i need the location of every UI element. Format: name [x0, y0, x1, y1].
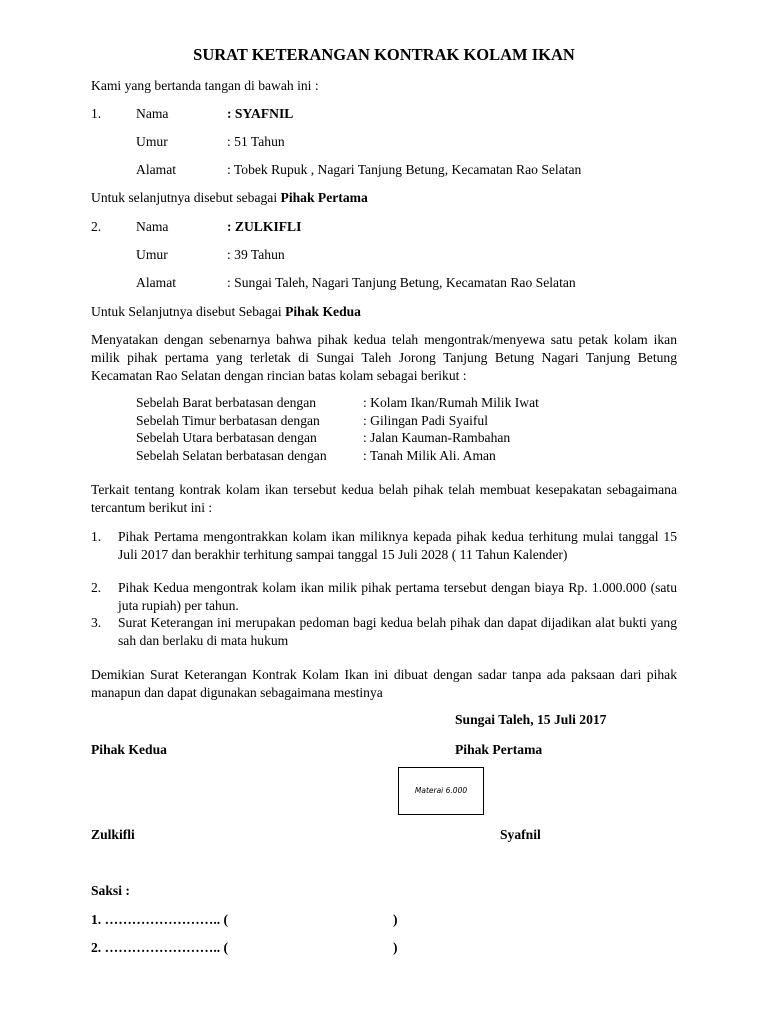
right-signatory-title: Pihak Pertama: [455, 742, 543, 757]
term-text: Pihak Kedua mengontrak kolam ikan milik pihak pertama tersebut dengan biaya Rp. 1.000.000 (satu juta rupiah) per tahun.: [118, 580, 677, 613]
term-number: 1.: [91, 529, 102, 544]
party2-age-label: Umur: [136, 247, 168, 262]
party2-name-label: Nama: [136, 219, 169, 234]
term-text: Surat Keterangan ini merupakan pedoman bagi kedua belah pihak dan dapat dijadikan alat bukti yang sah dan berlaku di mata hukum: [118, 615, 677, 648]
party2-age-value: : 39 Tahun: [227, 247, 285, 262]
closing-paragraph: Demikian Surat Keterangan Kontrak Kolam Ikan ini dibuat dengan sadar tanpa ada paksaan dari pihak manapun dan dapat digunakan sebagaimana mestinya: [91, 667, 677, 700]
document-title: SURAT KETERANGAN KONTRAK KOLAM IKAN: [193, 45, 575, 64]
statement-paragraph: Menyatakan dengan sebenarnya bahwa pihak kedua telah mengontrak/menyewa satu petak kolam ikan milik pihak pertama yang terletak di Sungai Taleh Jorong Tanjung Betung Nagari Tanjung Betung Kecamatan Rao Selatan dengan rincian batas kolam sebagai berikut :: [91, 332, 677, 383]
party1-name-label: Nama: [136, 106, 169, 121]
term-text: Pihak Pertama mengontrakkan kolam ikan miliknya kepada pihak kedua terhitung mulai tanggal 15 Juli 2017 dan berakhir terhitung sampai tanggal 15 Juli 2028 ( 11 Tahun Kalender): [118, 529, 677, 562]
party1-designation-bold: Pihak Pertama: [280, 190, 368, 205]
witness-title: Saksi :: [91, 883, 130, 898]
party1-age-label: Umur: [136, 134, 168, 149]
party2-address-value: : Sungai Taleh, Nagari Tanjung Betung, Kecamatan Rao Selatan: [227, 275, 576, 290]
boundary-value: : Kolam Ikan/Rumah Milik Iwat: [363, 395, 539, 410]
stamp-label: Materai 6.000: [414, 786, 468, 795]
party1-designation-prefix: Untuk selanjutnya disebut sebagai: [91, 190, 281, 205]
boundary-label: Sebelah Utara berbatasan dengan: [136, 430, 317, 445]
party2-number: 2.: [91, 219, 102, 234]
party1-address-label: Alamat: [136, 162, 177, 177]
intro-text: Kami yang bertanda tangan di bawah ini :: [91, 78, 319, 93]
term-number: 2.: [91, 580, 102, 595]
boundary-label: Sebelah Selatan berbatasan dengan: [136, 448, 327, 463]
witness-line-prefix: 1. …………………….. (: [91, 912, 229, 927]
right-signatory-name: Syafnil: [500, 827, 541, 842]
boundary-value: : Jalan Kauman-Rambahan: [363, 430, 511, 445]
witness-line-suffix: ): [393, 912, 398, 927]
boundary-value: : Tanah Milik Ali. Aman: [363, 448, 496, 463]
party2-designation-bold: Pihak Kedua: [285, 304, 361, 319]
party2-designation: [91, 303, 361, 321]
agreement-intro: Terkait tentang kontrak kolam ikan tersebut kedua belah pihak telah membuat kesepakatan sebagaimana tercantum berikut ini :: [91, 482, 677, 515]
party2-name-value: : ZULKIFLI: [227, 219, 302, 234]
left-signatory-title: Pihak Kedua: [91, 742, 167, 757]
boundary-label: Sebelah Timur berbatasan dengan: [136, 413, 320, 428]
party1-address-value: : Tobek Rupuk , Nagari Tanjung Betung, Kecamatan Rao Selatan: [227, 162, 582, 177]
witness-line-suffix: ): [393, 940, 398, 955]
stamp-box: [398, 767, 484, 815]
term-number: 3.: [91, 615, 102, 630]
party1-age-value: : 51 Tahun: [227, 134, 285, 149]
party2-designation-prefix: Untuk Selanjutnya disebut Sebagai: [91, 304, 286, 319]
boundary-label: Sebelah Barat berbatasan dengan: [136, 395, 317, 410]
boundary-value: : Gilingan Padi Syaiful: [363, 413, 488, 428]
witness-line-prefix: 2. …………………….. (: [91, 940, 229, 955]
party1-name-value: : SYAFNIL: [227, 106, 294, 121]
party1-designation: [91, 189, 368, 207]
party1-number: 1.: [91, 106, 102, 121]
party2-address-label: Alamat: [136, 275, 177, 290]
place-date: Sungai Taleh, 15 Juli 2017: [455, 712, 607, 727]
left-signatory-name: Zulkifli: [91, 827, 135, 842]
